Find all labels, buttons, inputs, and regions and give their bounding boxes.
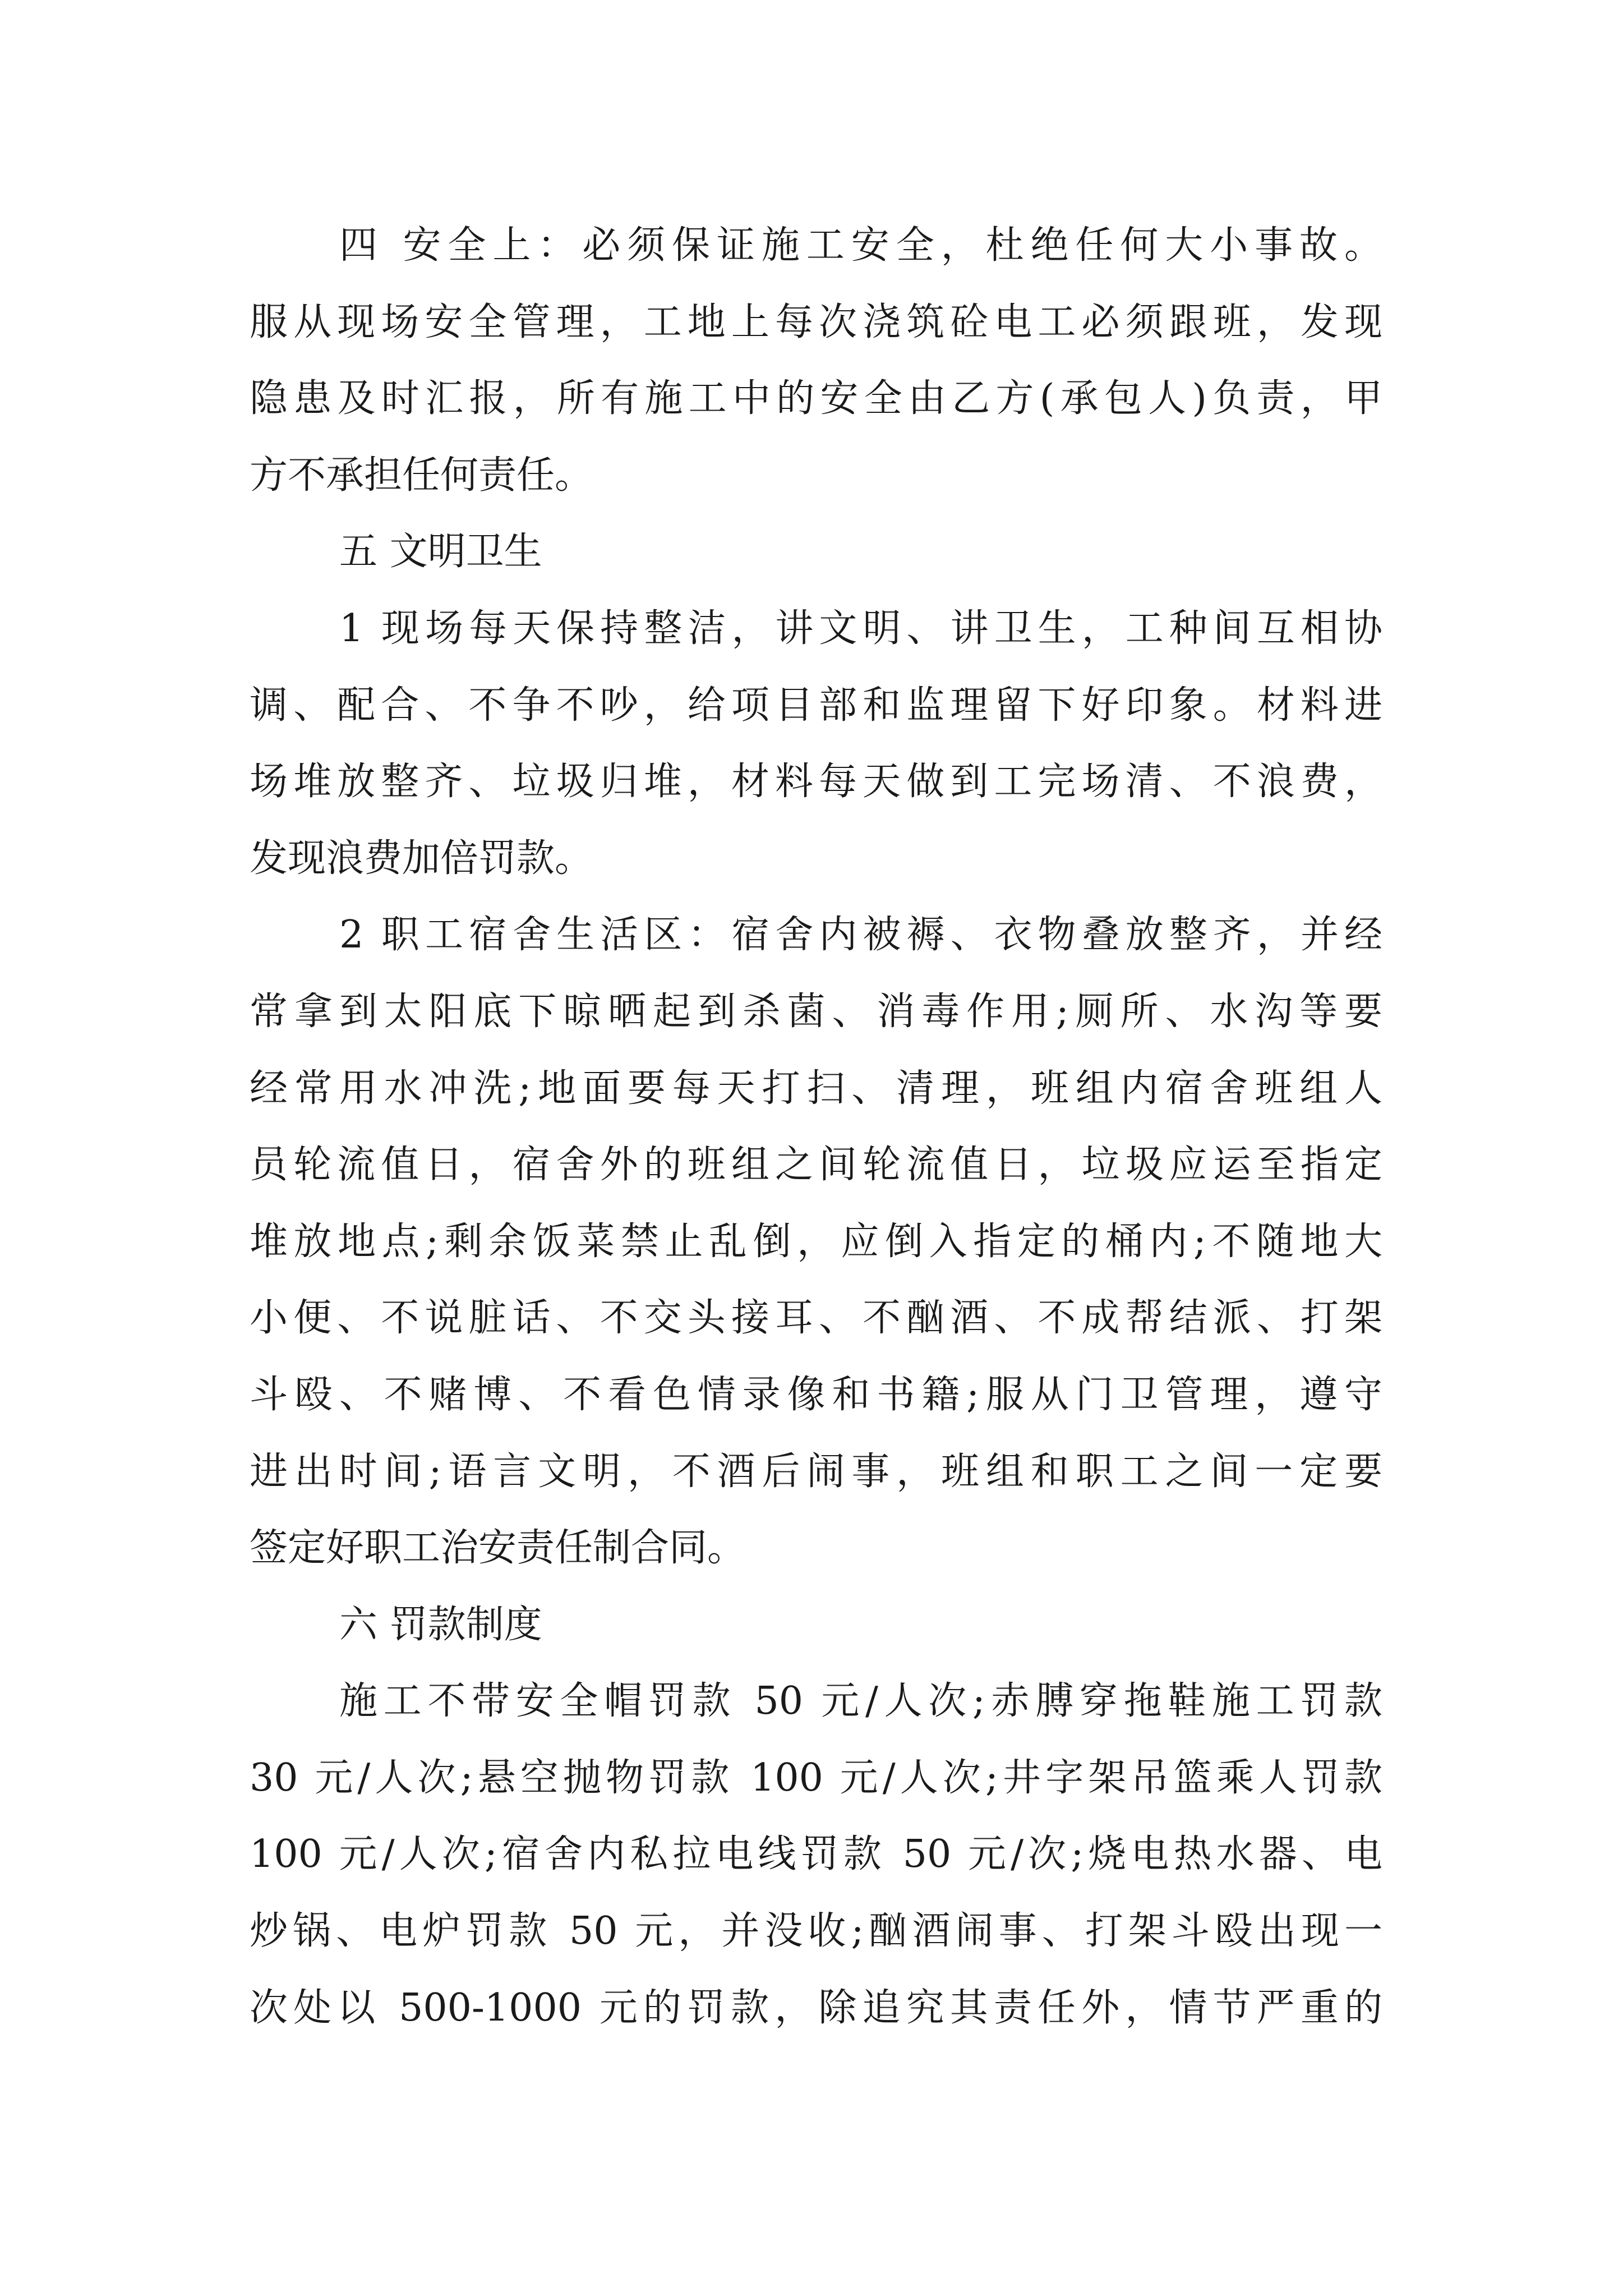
text-line: 2 职工宿舍生活区：宿舍内被褥、衣物叠放整齐，并经 — [339, 913, 1382, 958]
text-line: 常拿到太阳底下晾晒起到杀菌、消毒作用;厕所、水沟等要 — [250, 989, 1382, 1034]
text-line: 发现浪费加倍罚款。 — [250, 836, 593, 881]
text-line: 1 现场每天保持整洁，讲文明、讲卫生，工种间互相协 — [339, 606, 1382, 651]
text-line: 员轮流值日，宿舍外的班组之间轮流值日，垃圾应运至指定 — [250, 1143, 1382, 1188]
text-line: 六 罚款制度 — [339, 1602, 542, 1647]
text-line: 斗殴、不赌博、不看色情录像和书籍;服从门卫管理，遵守 — [250, 1372, 1382, 1417]
text-line: 次处以 500-1000 元的罚款，除追究其责任外，情节严重的 — [250, 1985, 1382, 2030]
text-line: 施工不带安全帽罚款 50 元/人次;赤膊穿拖鞋施工罚款 — [339, 1679, 1382, 1724]
text-line: 隐患及时汇报，所有施工中的安全由乙方(承包人)负责，甲 — [250, 376, 1382, 421]
text-line: 场堆放整齐、垃圾归堆，材料每天做到工完场清、不浪费， — [250, 760, 1382, 804]
text-line: 小便、不说脏话、不交头接耳、不酗酒、不成帮结派、打架 — [250, 1296, 1382, 1341]
text-line: 炒锅、电炉罚款 50 元，并没收;酗酒闹事、打架斗殴出现一 — [250, 1909, 1382, 1954]
text-line: 四 安全上：必须保证施工安全，杜绝任何大小事故。 — [339, 223, 1382, 268]
document-body — [250, 208, 1382, 2046]
text-line: 进出时间;语言文明，不酒后闹事，班组和职工之间一定要 — [250, 1449, 1382, 1494]
text-line: 服从现场安全管理，工地上每次浇筑砼电工必须跟班，发现 — [250, 300, 1382, 344]
text-line: 30 元/人次;悬空抛物罚款 100 元/人次;井字架吊篮乘人罚款 — [250, 1755, 1382, 1800]
text-line: 经常用水冲洗;地面要每天打扫、清理，班组内宿舍班组人 — [250, 1066, 1382, 1111]
text-line: 签定好职工治安责任制合同。 — [250, 1526, 746, 1571]
text-line: 堆放地点;剩余饭菜禁止乱倒，应倒入指定的桶内;不随地大 — [250, 1219, 1382, 1264]
text-line: 调、配合、不争不吵，给项目部和监理留下好印象。材料进 — [250, 683, 1382, 728]
text-line: 方不承担任何责任。 — [250, 453, 593, 498]
text-line: 100 元/人次;宿舍内私拉电线罚款 50 元/次;烧电热水器、电 — [250, 1832, 1382, 1877]
text-line: 五 文明卫生 — [339, 530, 542, 574]
